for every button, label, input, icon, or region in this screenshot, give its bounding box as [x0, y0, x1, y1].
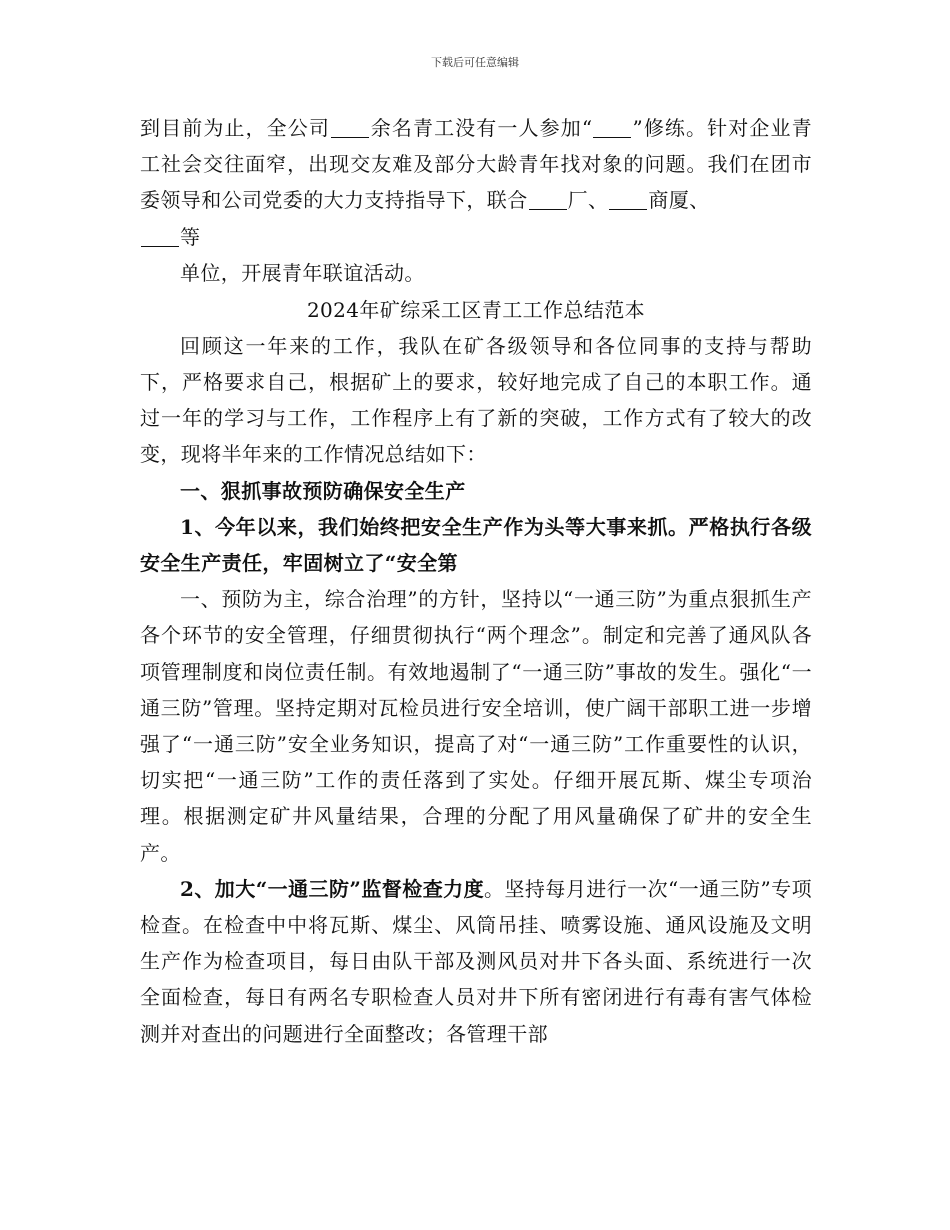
text-segment: 商厦、 [648, 188, 710, 213]
section-heading-1: 一、狠抓事故预防确保安全生产 [180, 478, 466, 503]
paragraph-5-lead: 2、加大“一通三防”监督检查力度 [180, 876, 485, 901]
paragraph-1 [140, 110, 812, 255]
paragraph-2: 单位，开展青年联谊活动。 [180, 260, 425, 285]
fill-blank [331, 117, 369, 138]
fill-blank [529, 189, 567, 210]
paragraph-5-text: 。坚持每月进行一次“一通三防”专项检查。在检查中中将瓦斯、煤尘、风筒吊挂、喷雾设施、通风设施及文明生产作为检查项目，每日由队干部及测风员对井下各头面、系统进行一次全面检查，每日有两名专职检查人员对井下所有密闭进行有毒有害气体检测并对查出的问题进行全面整改；各管理干部 [140, 876, 813, 1046]
page-header-note: 下载后可任意编辑 [431, 56, 519, 69]
paragraph-3: 回顾这一年来的工作，我队在矿各级领导和各位同事的支持与帮助下，严格要求自己，根据矿上的要求，较好地完成了自己的本职工作。通过一年的学习与工作，工作程序上有了新的突破，工作方式有了较大的改变，现将半年来的工作情况总结如下： [140, 333, 812, 467]
document-title: 2024年矿综采工区青工工作总结范本 [306, 297, 646, 322]
fill-blank [593, 117, 631, 138]
fill-blank [141, 226, 179, 247]
text-segment: 余名青工没有一人参加“ [370, 116, 593, 140]
paragraph-5 [140, 871, 812, 1052]
text-segment: 厂、 [567, 188, 609, 213]
subsection-heading-1: 1、今年以来，我们始终把安全生产作为头等大事来抓。严格执行各级安全生产责任，牢固树立了“安全第 [140, 514, 812, 576]
document-body [140, 110, 812, 1052]
paragraph-4: 一、预防为主，综合治理”的方针，坚持以“一通三防”为重点狠抓生产各个环节的安全管理，仔细贯彻执行“两个理念”。制定和完善了通风队各项管理制度和岗位责任制。有效地遏制了“一通三防”事故的发生。强化“一通三防”管理。坚持定期对瓦检员进行安全培训，使广阔干部职工进一步增强了“一通三防”安全业务知识，提高了对“一通三防”工作重要性的认识，切实把“一通三防”工作的责任落到了实处。仔细开展瓦斯、煤尘专项治理。根据测定矿井风量结果，合理的分配了用风量确保了矿井的安全生产。 [140, 587, 812, 865]
text-segment: 到目前为止，全公司 [140, 116, 331, 140]
text-segment: 等 [180, 224, 201, 249]
text-segment: ”修练。针对企业青工社会交往面窄，出现交友难及部分大龄青年找对象的问题。我们在团市委领导和公司党委的大力支持指导下，联合 [140, 116, 813, 213]
fill-blank [609, 189, 647, 210]
